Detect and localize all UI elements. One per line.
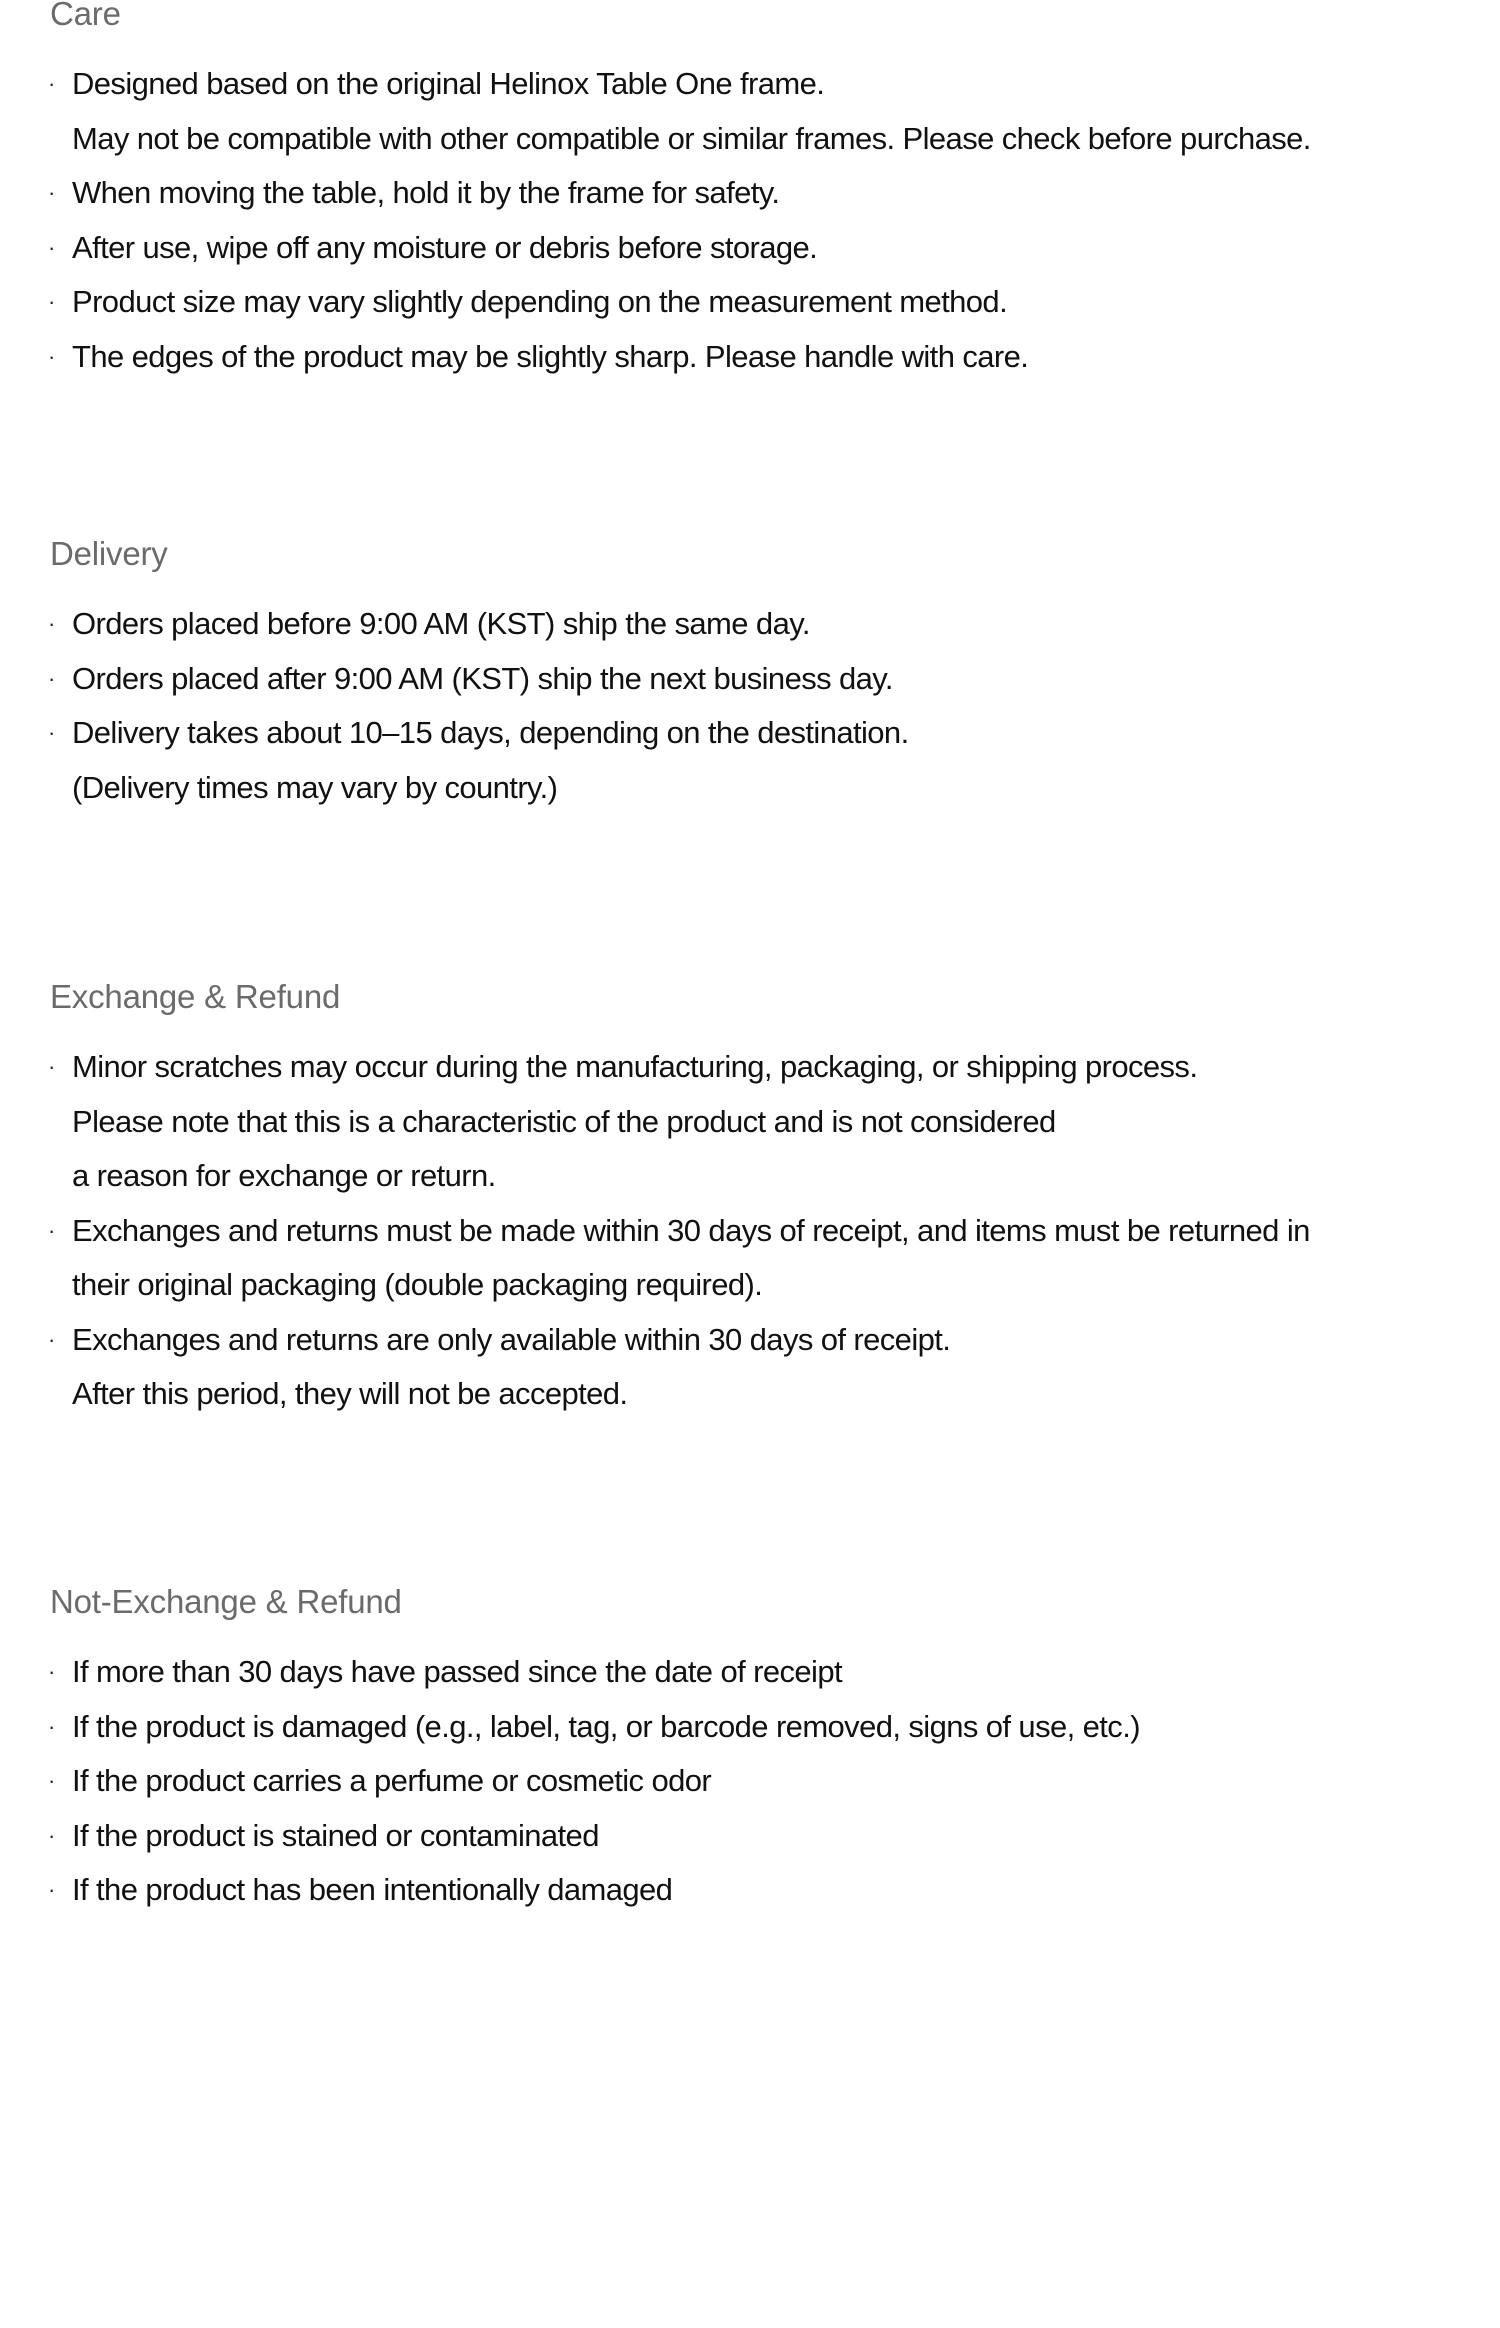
list-item	[50, 221, 1470, 276]
bullet-dot: ·	[48, 1877, 55, 1902]
list-item	[50, 1700, 1470, 1755]
item-line: After use, wipe off any moisture or debris before storage.	[72, 229, 818, 265]
exchange-refund-section	[50, 977, 1470, 1422]
item-line: Designed based on the original Helinox Table One frame.	[72, 66, 825, 101]
item-line: Minor scratches may occur during the manufacturing, packaging, or shipping process.	[72, 1049, 1198, 1084]
item-line: If more than 30 days have passed since the date of receipt	[72, 1654, 842, 1689]
item-line: Exchanges and returns are only available within 30 days of receipt.	[72, 1321, 951, 1357]
bullet-dot: ·	[48, 1822, 55, 1848]
item-line: If the product is damaged (e.g., label, tag, or barcode removed, signs of use, etc.)	[72, 1708, 1140, 1744]
exchange-refund-list	[50, 1040, 1470, 1422]
delivery-list	[50, 597, 1470, 815]
item-line: (Delivery times may vary by country.)	[72, 769, 558, 805]
list-item	[50, 652, 1470, 707]
list-item	[50, 166, 1470, 221]
item-line: After this period, they will not be accepted.	[72, 1376, 628, 1411]
list-item	[50, 1645, 1470, 1700]
delivery-section	[50, 534, 1470, 815]
item-line: If the product is stained or contaminated	[72, 1817, 599, 1853]
list-item	[50, 1754, 1470, 1809]
bullet-dot: ·	[48, 180, 55, 205]
item-line: Exchanges and returns must be made within 30 days of receipt, and items must be returned in	[72, 1212, 1310, 1248]
list-item	[50, 330, 1470, 385]
item-line: May not be compatible with other compatible or similar frames. Please check before purchase.	[72, 120, 1311, 156]
list-item	[50, 1204, 1470, 1313]
item-line: a reason for exchange or return.	[72, 1158, 496, 1193]
care-title: Care	[50, 0, 121, 32]
list-item	[50, 597, 1470, 652]
not-exchange-refund-title: Not-Exchange & Refund	[50, 1583, 402, 1620]
bullet-dot: ·	[48, 1326, 55, 1352]
not-exchange-refund-list	[50, 1645, 1470, 1918]
item-line: Product size may vary slightly depending on the measurement method.	[72, 284, 1008, 319]
bullet-dot: ·	[48, 1768, 55, 1793]
bullet-dot: ·	[48, 611, 55, 636]
list-item	[50, 1313, 1470, 1422]
list-item	[50, 706, 1470, 815]
care-list	[50, 57, 1470, 384]
not-exchange-refund-section	[50, 1582, 1470, 1918]
item-line: If the product carries a perfume or cosmetic odor	[72, 1763, 712, 1798]
list-item	[50, 1863, 1470, 1918]
item-line: The edges of the product may be slightly sharp. Please handle with care.	[72, 338, 1029, 374]
delivery-title: Delivery	[50, 535, 168, 572]
list-item	[50, 1040, 1470, 1204]
care-section	[50, 0, 1470, 384]
bullet-dot: ·	[48, 720, 55, 745]
bullet-dot: ·	[48, 71, 55, 96]
item-line: Orders placed after 9:00 AM (KST) ship the next business day.	[72, 660, 893, 696]
bullet-dot: ·	[48, 665, 55, 691]
item-line: Delivery takes about 10–15 days, depending on the destination.	[72, 715, 909, 750]
item-line: Please note that this is a characteristic of the product and is not considered	[72, 1103, 1056, 1139]
item-line: If the product has been intentionally damaged	[72, 1872, 673, 1907]
item-line: their original packaging (double packaging required).	[72, 1267, 763, 1302]
list-item	[50, 57, 1470, 166]
item-line: When moving the table, hold it by the frame for safety.	[72, 175, 780, 210]
bullet-dot: ·	[48, 1054, 55, 1079]
bullet-dot: ·	[48, 343, 55, 369]
bullet-dot: ·	[48, 1713, 55, 1739]
bullet-dot: ·	[48, 1217, 55, 1243]
bullet-dot: ·	[48, 289, 55, 314]
list-item	[50, 1809, 1470, 1864]
exchange-refund-title: Exchange & Refund	[50, 978, 341, 1015]
bullet-dot: ·	[48, 234, 55, 260]
item-line: Orders placed before 9:00 AM (KST) ship the same day.	[72, 606, 810, 641]
bullet-dot: ·	[48, 1659, 55, 1684]
list-item	[50, 275, 1470, 330]
